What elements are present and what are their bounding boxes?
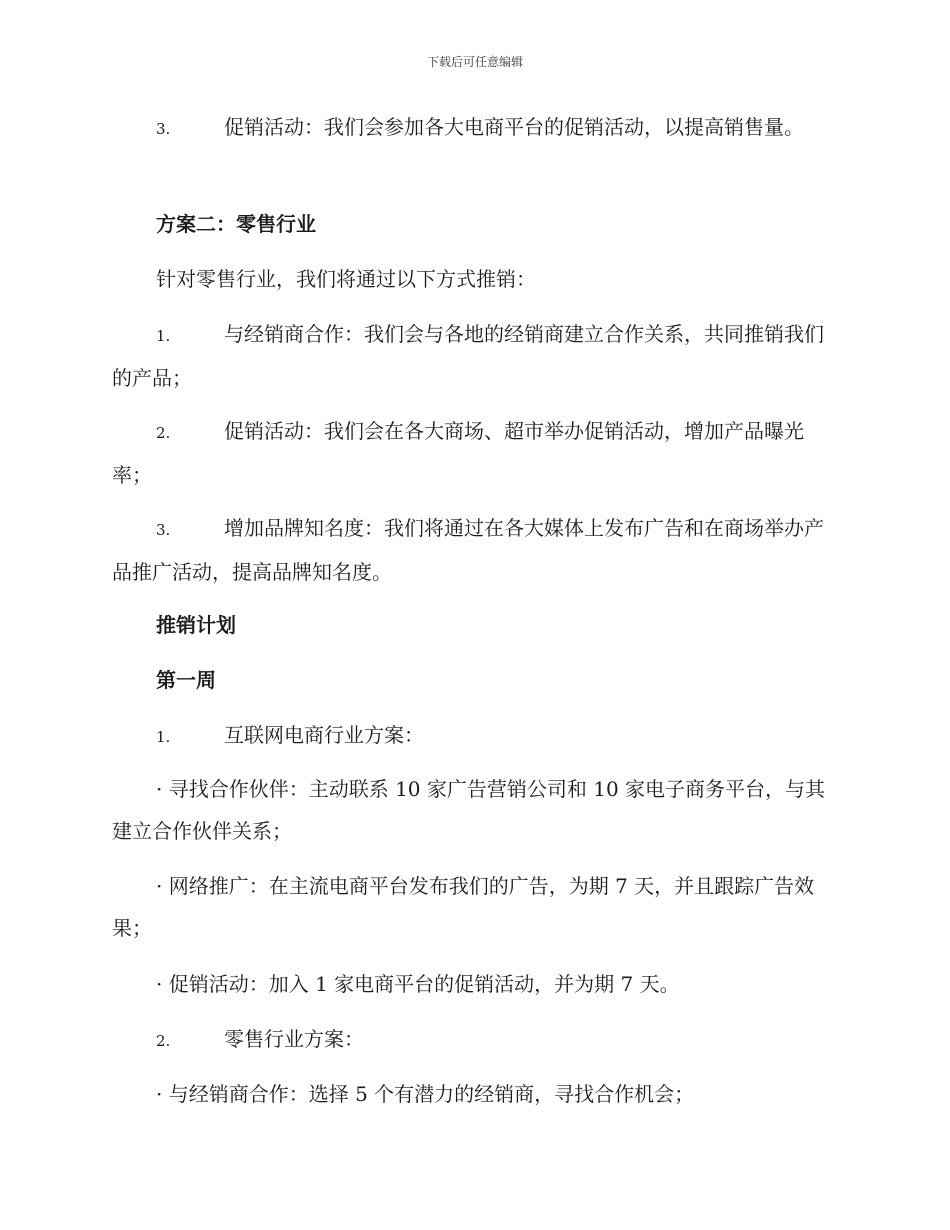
- list-item: [112, 1018, 834, 1062]
- list-text: 与经销商合作：我们会与各地的经销商建立合作关系，共同推销我们的产品；: [112, 322, 824, 390]
- list-item: [112, 507, 834, 593]
- paragraph: 针对零售行业，我们将通过以下方式推销：: [156, 267, 536, 291]
- list-number: 3.: [156, 521, 171, 539]
- page-header: 下载后可任意编辑: [426, 55, 523, 69]
- list-text: 互联网电商行业方案：: [224, 723, 424, 747]
- bullet-item: · 网络推广：在主流电商平台发布我们的广告，为期 7 天，并且跟踪广告效果；: [112, 874, 815, 940]
- list-number: 1.: [156, 327, 171, 345]
- list-number: 3.: [156, 120, 171, 138]
- list-text: 促销活动：我们会在各大商场、超市举办促销活动，增加产品曝光率；: [112, 419, 804, 487]
- list-item: [112, 106, 834, 150]
- subsection-heading: 第一周: [156, 668, 216, 692]
- list-text: 零售行业方案：: [224, 1027, 364, 1051]
- list-text: 增加品牌知名度：我们将通过在各大媒体上发布广告和在商场举办产品推广活动，提高品牌知名度。: [112, 516, 824, 584]
- list-number: 1.: [156, 728, 171, 746]
- bullet-item: · 与经销商合作：选择 5 个有潜力的经销商，寻找合作机会；: [156, 1082, 695, 1106]
- section-heading: 推销计划: [156, 613, 236, 637]
- list-number: 2.: [156, 424, 171, 442]
- list-item: [112, 313, 834, 399]
- bullet-item: · 寻找合作伙伴：主动联系 10 家广告营销公司和 10 家电子商务平台，与其建立合作伙伴关系；: [112, 777, 826, 843]
- section-heading: 方案二：零售行业: [156, 212, 316, 236]
- list-text: 促销活动：我们会参加各大电商平台的促销活动，以提高销售量。: [224, 115, 804, 139]
- list-item: [112, 714, 834, 758]
- list-number: 2.: [156, 1032, 171, 1050]
- bullet-item: · 促销活动：加入 1 家电商平台的促销活动，并为期 7 天。: [156, 972, 680, 996]
- list-item: [112, 410, 834, 496]
